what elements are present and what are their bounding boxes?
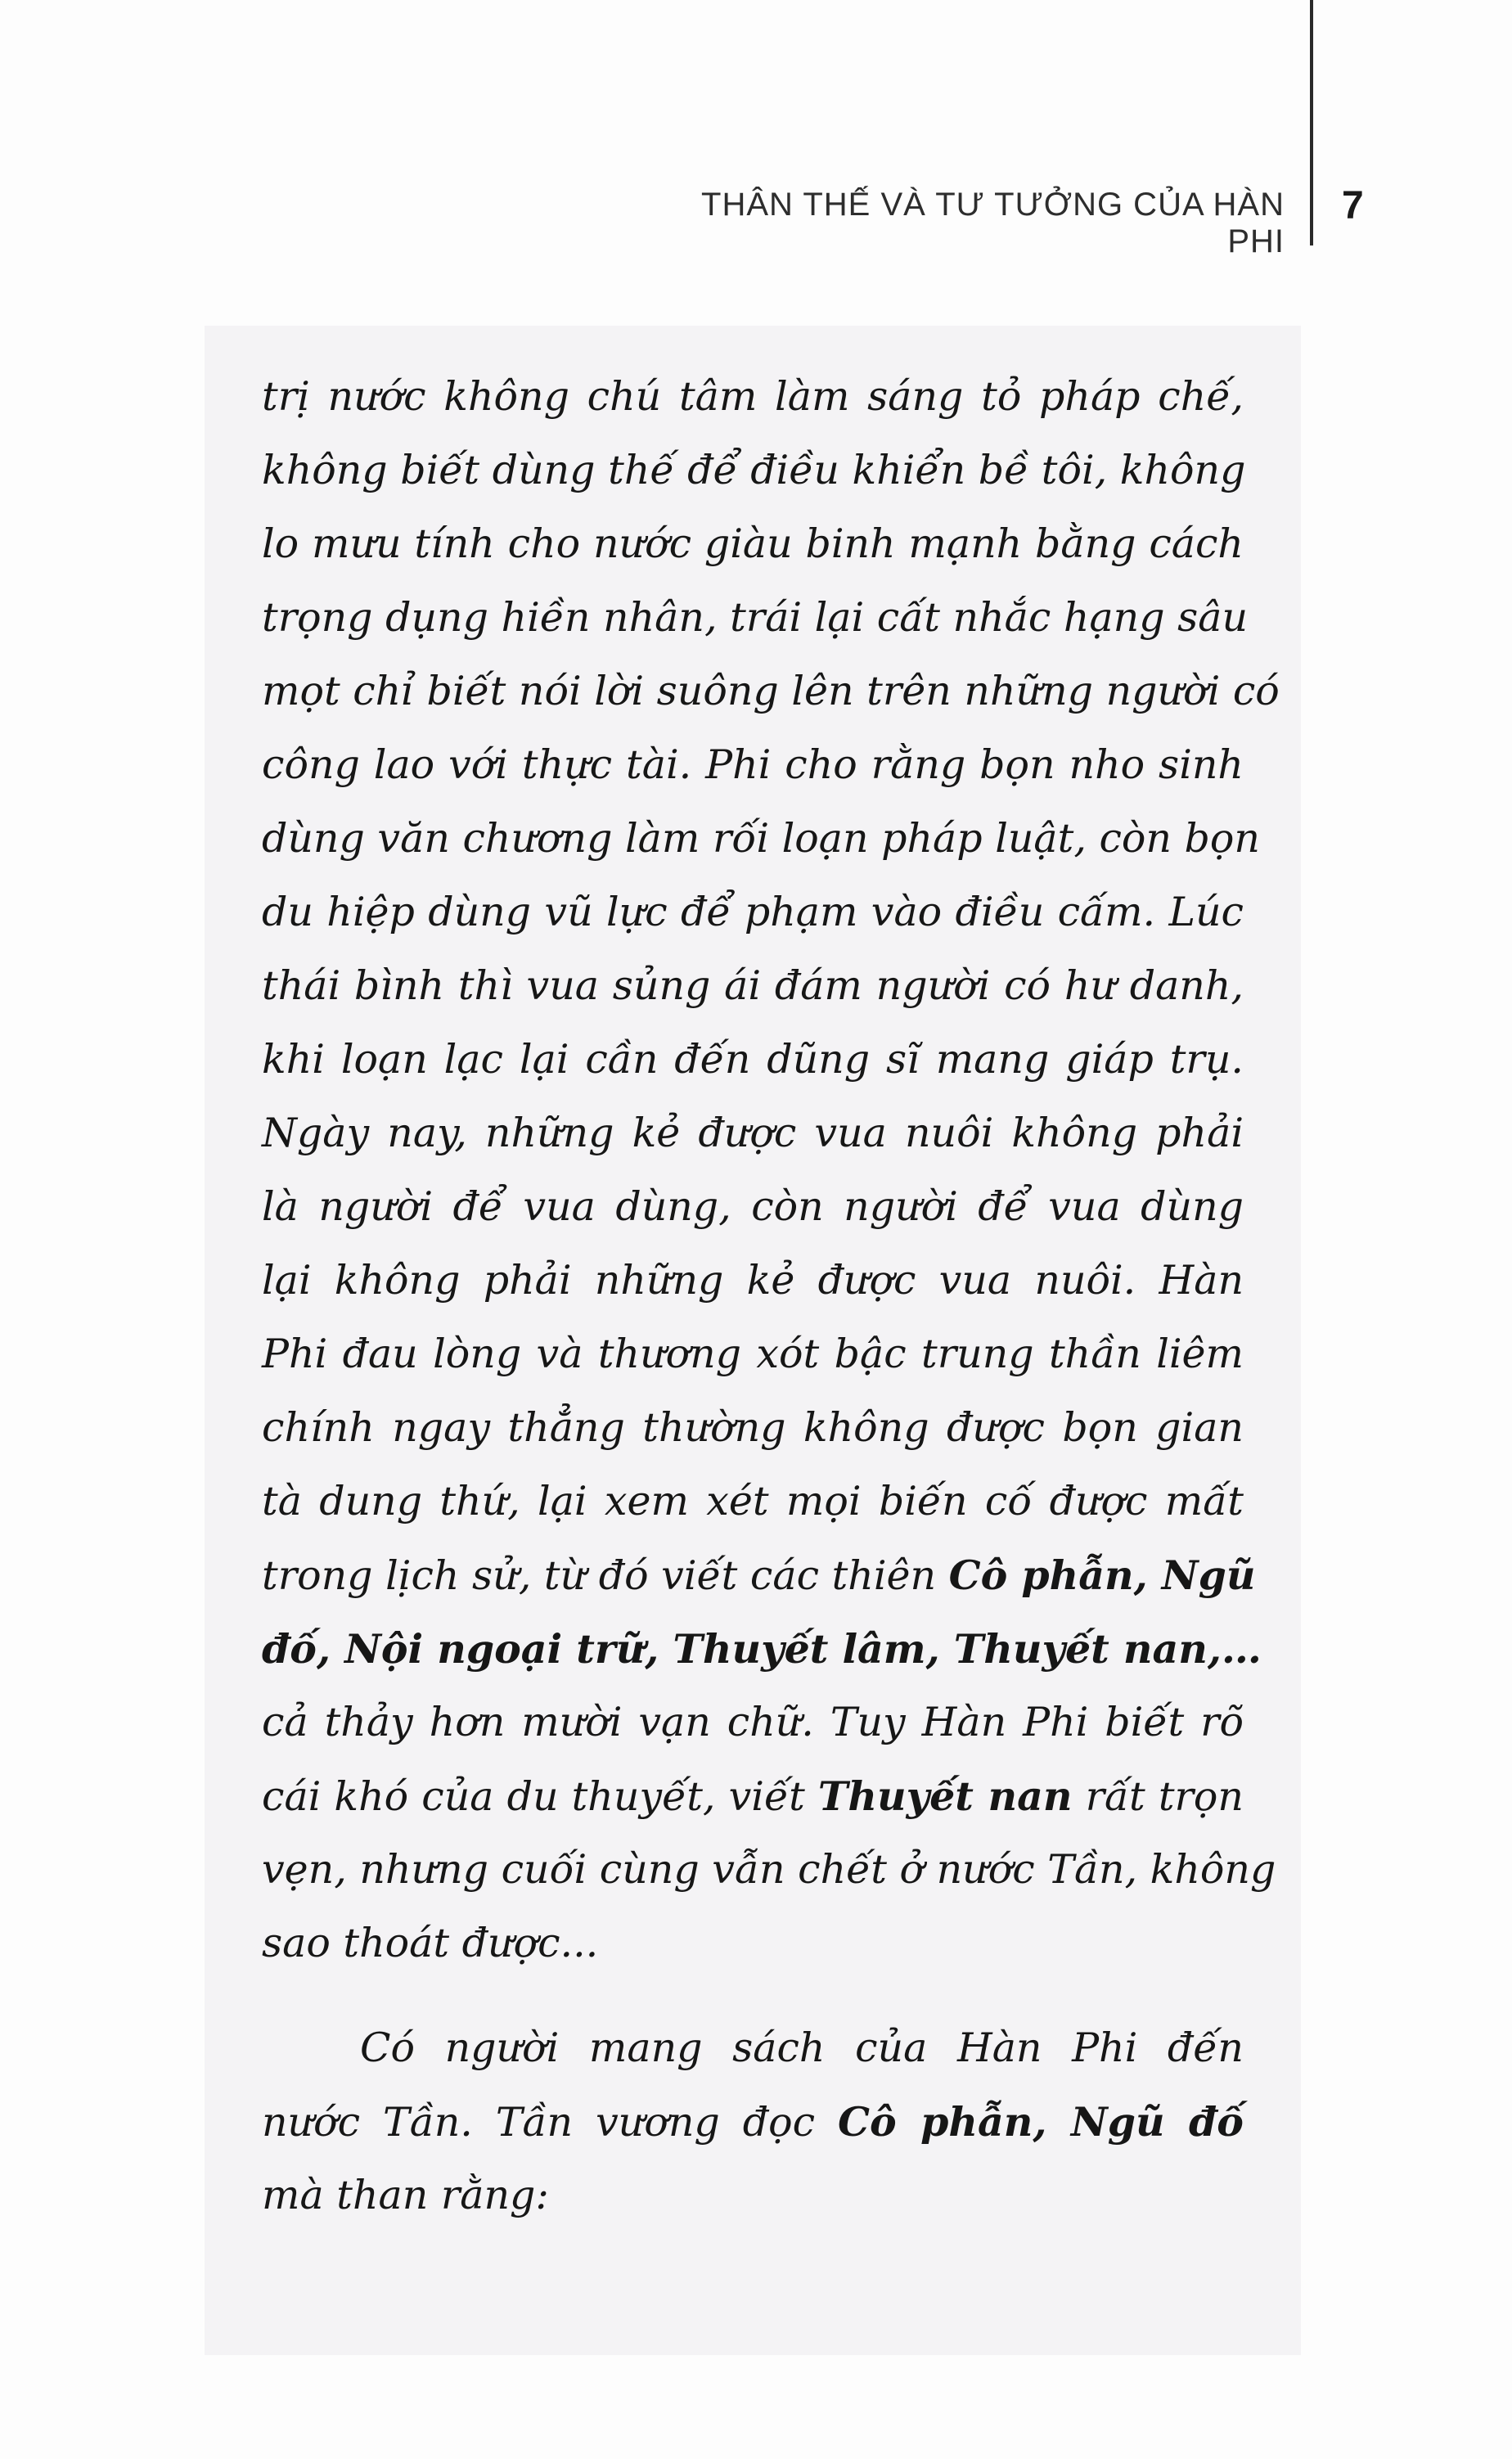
text-line: mọt chỉ biết nói lời suông lên trên những người có — [262, 668, 1280, 714]
text-line: lo mưu tính cho nước giàu binh mạnh bằng cách — [262, 520, 1244, 567]
work-title: Thuyết nan — [817, 1772, 1073, 1820]
text-line: Phi đau lòng và thương xót bậc trung thần liêm — [262, 1331, 1244, 1377]
text-line: mà than rằng: — [262, 2172, 549, 2218]
text-line: chính ngay thẳng thường không được bọn gian — [262, 1404, 1244, 1451]
text-line: khi loạn lạc lại cần đến dũng sĩ mang giáp trụ. — [262, 1036, 1244, 1083]
text-line — [262, 1612, 1262, 1686]
text-line: vẹn, nhưng cuối cùng vẫn chết ở nước Tần, không — [262, 1846, 1276, 1893]
text-line: lại không phải những kẻ được vua nuôi. Hàn — [262, 1257, 1244, 1304]
text-line: thái bình thì vua sủng ái đám người có hư danh, — [262, 962, 1244, 1009]
text-line — [262, 1538, 1256, 1612]
page-edge-rule — [1310, 0, 1313, 245]
text-line: dùng văn chương làm rối loạn pháp luật, còn bọn — [262, 815, 1260, 862]
text-line: trọng dụng hiền nhân, trái lại cất nhắc hạng sâu — [262, 594, 1249, 641]
page-number: 7 — [1342, 184, 1364, 227]
text-line: du hiệp dùng vũ lực để phạm vào điều cấm. Lúc — [262, 889, 1244, 935]
work-title: Cô phẫn, Ngũ đố — [838, 2098, 1244, 2146]
text-line — [262, 2085, 1244, 2159]
text-line: tà dung thứ, lại xem xét mọi biến cố được mất — [262, 1478, 1244, 1524]
body-text — [262, 360, 1280, 2232]
text-line: Có người mang sách của Hàn Phi đến — [360, 2024, 1244, 2071]
work-title: Cô phẫn, Ngũ — [948, 1552, 1256, 1599]
paragraph-2 — [262, 2011, 1244, 2232]
text-line: công lao với thực tài. Phi cho rằng bọn nho sinh — [262, 741, 1244, 788]
text-line: sao thoát được... — [262, 1920, 599, 1966]
text-line: Ngày nay, những kẻ được vua nuôi không phải — [262, 1110, 1244, 1156]
text-line: trị nước không chú tâm làm sáng tỏ pháp chế, — [262, 373, 1244, 420]
work-title: đố, Nội ngoại trữ, Thuyết lâm, Thuyết nan,… — [262, 1625, 1262, 1673]
text-segment: nước Tần. Tần vương đọc — [262, 2099, 838, 2146]
text-segment: trong lịch sử, từ đó viết các thiên — [262, 1552, 949, 1599]
text-line: là người để vua dùng, còn người để vua dùng — [262, 1183, 1244, 1230]
text-segment: cái khó của du thuyết, viết — [262, 1773, 818, 1820]
text-segment: rất trọn — [1072, 1773, 1244, 1820]
text-line — [262, 1759, 1244, 1833]
running-head: THÂN THẾ VÀ TƯ TƯỞNG CỦA HÀN PHI — [701, 187, 1285, 259]
text-line: cả thảy hơn mười vạn chữ. Tuy Hàn Phi biết rõ — [262, 1699, 1244, 1745]
paragraph-1 — [262, 360, 1280, 1980]
text-line: không biết dùng thế để điều khiển bề tôi, không — [262, 447, 1246, 493]
